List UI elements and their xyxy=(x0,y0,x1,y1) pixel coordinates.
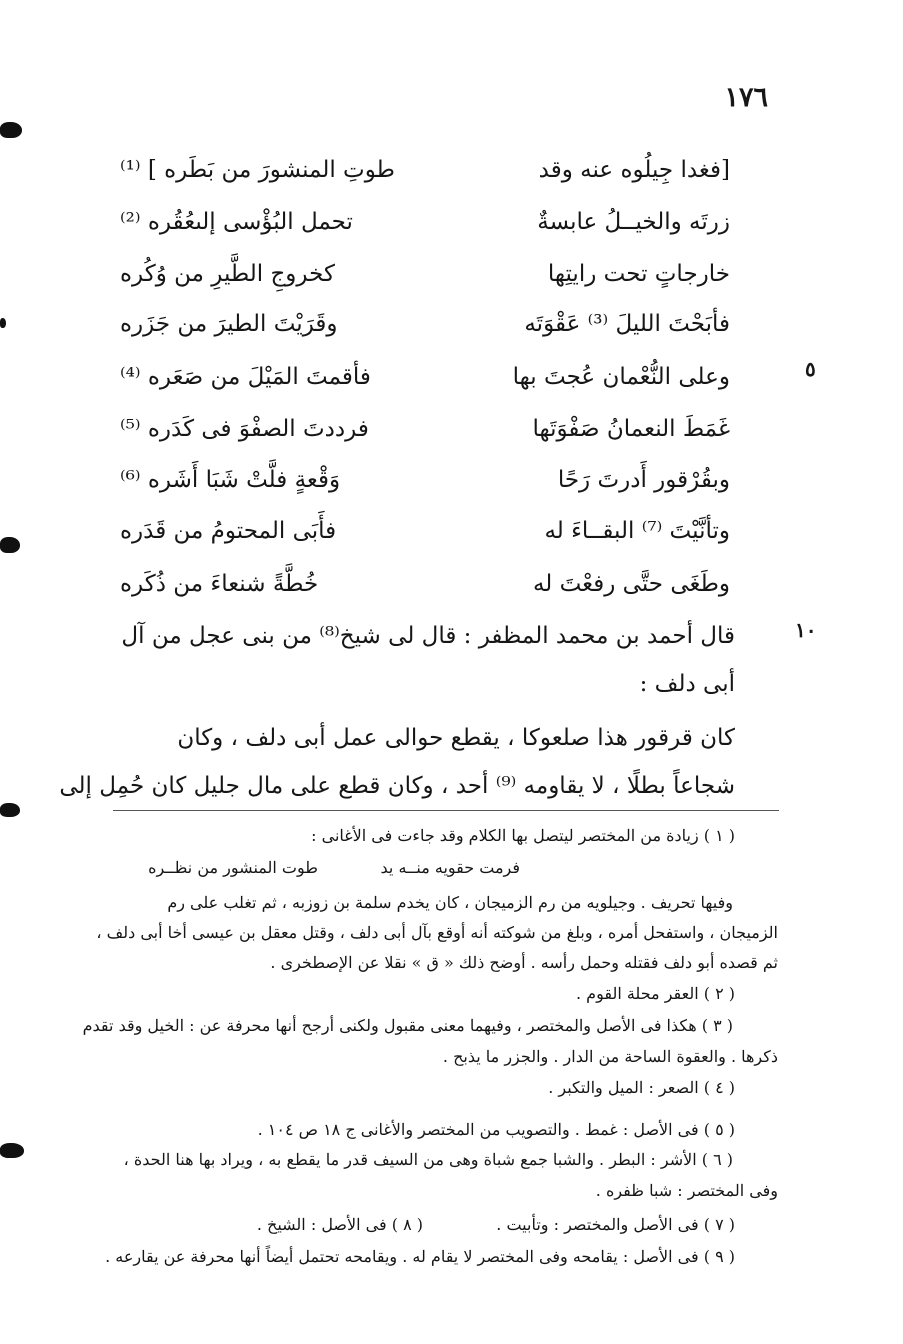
verse-hemistich-left: تحمل البُؤْسى إلىعُقُره ⁽²⁾ xyxy=(120,209,353,235)
verse xyxy=(120,409,730,461)
footnote: ( ٥ ) فى الأصل : غمط . والتصويب من المختصر والأغانى ج ١٨ ص ١٠٤ . xyxy=(257,1120,735,1139)
verse-hemistich-right: وعلى النُّعْمان عُجتَ بها xyxy=(512,364,730,390)
edge-ink-mark xyxy=(0,1143,24,1158)
verse-hemistich-right: غَمَطَ النعمانُ صَفْوَتَها xyxy=(532,416,730,442)
verse-hemistich-right: خارجاتٍ تحت رايتِها xyxy=(547,261,730,287)
footnote: ( ٧ ) فى الأصل والمختصر : وتأبيت . xyxy=(496,1215,735,1234)
verse-hemistich-right: وطَغَى حتَّى رفعْتَ له xyxy=(532,571,730,597)
verse xyxy=(120,304,730,356)
verse xyxy=(120,254,730,306)
prose-line: كان قرقور هذا صلعوكا ، يقطع حوالى عمل أبى دلف ، وكان xyxy=(177,725,735,751)
verse-hemistich-right: فأبَحْتَ الليلَ ⁽³⁾ عَقْوَتَه xyxy=(524,311,730,337)
verse-hemistich-right: وتأنَّيْتَ ⁽⁷⁾ البقــاءَ له xyxy=(544,518,730,544)
verse xyxy=(120,202,730,254)
footnote: ( ٣ ) هكذا فى الأصل والمختصر ، وفيهما معنى مقبول ولكنى أرجح أنها محرفة عن : الخيل وقد تقدم xyxy=(82,1016,733,1035)
footnote-verse-left: طوت المنشور من نظــره xyxy=(148,858,318,877)
verse-hemistich-left: كخروجِ الطَّيرِ من وُكُره xyxy=(120,261,335,287)
prose-line: أبى دلف : xyxy=(639,671,735,697)
footnote: الزميجان ، واستفحل أمره ، وبلغ من شوكته أنه أوقع بآل أبى دلف ، وقتل معقل بن عيسى أخا أبى دلف ، xyxy=(96,923,778,942)
footnote: ( ٦ ) الأشر : البطر . والشبا جمع شباة وهى من السيف قدر ما يقطع به ، ويراد بها هنا الحدة ، xyxy=(123,1150,733,1169)
verse-hemistich-right: وبقُرْقور أَدرتَ رَحًا xyxy=(557,467,730,493)
footnote: ( ٩ ) فى الأصل : يقامحه وفى المختصر لا يقام له . ويقامحه تحتمل أيضاً أنها محرفة عن يقارعه . xyxy=(105,1247,735,1266)
verse-hemistich-left: وقَرَيْتَ الطيرَ من جَزَره xyxy=(120,311,338,337)
line-number: ١٠ xyxy=(795,618,817,642)
verse-hemistich-left: فرددتَ الصفْوَ فى كَدَره ⁽⁵⁾ xyxy=(120,416,369,442)
verse xyxy=(120,150,730,202)
poem xyxy=(0,0,903,620)
footnote: ثم قصده أبو دلف فقتله وحمل رأسه . أوضح ذلك « ق » نقلا عن الإصطخرى . xyxy=(270,953,778,972)
verse-hemistich-left: فأَبَى المحتومُ من قَدَره xyxy=(120,518,337,544)
footnote-verse-right: فرمت حقويه منــه يد xyxy=(380,858,520,877)
footnote: ( ١ ) زيادة من المختصر ليتصل بها الكلام وقد جاءت فى الأغانى : xyxy=(311,826,735,845)
page-number: ١٧٦ xyxy=(724,82,768,113)
prose-line: قال أحمد بن محمد المظفر : قال لى شيخ⁽⁸⁾ من بنى عجل من آل xyxy=(121,623,735,649)
verse-hemistich-right: زرتَه والخيــلُ عابسةٌ xyxy=(537,209,730,235)
line-number: ٥ xyxy=(805,357,816,381)
verse-hemistich-left: فأقمتَ المَيْلَ من صَعَره ⁽⁴⁾ xyxy=(120,364,371,390)
footnote: ( ٤ ) الصعر : الميل والتكبر . xyxy=(548,1078,735,1097)
verse-hemistich-right: [فغدا جِيلُوه عنه وقد xyxy=(538,157,730,183)
verse xyxy=(120,357,730,409)
verse-hemistich-left: خُطَّةً شنعاءَ من ذُكَره xyxy=(120,571,319,597)
verse-hemistich-left: وَقْعةٍ فلَّتْ شَبَا أَشَره ⁽⁶⁾ xyxy=(120,467,341,493)
prose-line: شجاعاً بطلًا ، لا يقاومه ⁽⁹⁾ أحد ، وكان قطع على مال جليل كان حُمِل إلى xyxy=(59,773,735,799)
verse xyxy=(120,564,730,616)
edge-ink-mark xyxy=(0,803,20,817)
footnote: ذكرها . والعقوة الساحة من الدار . والجزر ما يذبح . xyxy=(442,1047,778,1066)
verse xyxy=(120,511,730,563)
footnote: وفى المختصر : شبا ظفره . xyxy=(595,1181,778,1200)
footnote: وفيها تحريف . وجيلويه من رم الزميجان ، كان يخدم سلمة بن زوزبه ، ثم تغلب على رم xyxy=(167,893,733,912)
verse xyxy=(120,460,730,512)
footnote: ( ٨ ) فى الأصل : الشيخ . xyxy=(256,1215,423,1234)
footnote: ( ٢ ) العقر محلة القوم . xyxy=(576,984,735,1003)
verse-hemistich-left: طوتِ المنشورَ من بَطَره ] ⁽¹⁾ xyxy=(120,157,395,183)
footnote-divider xyxy=(113,810,779,811)
